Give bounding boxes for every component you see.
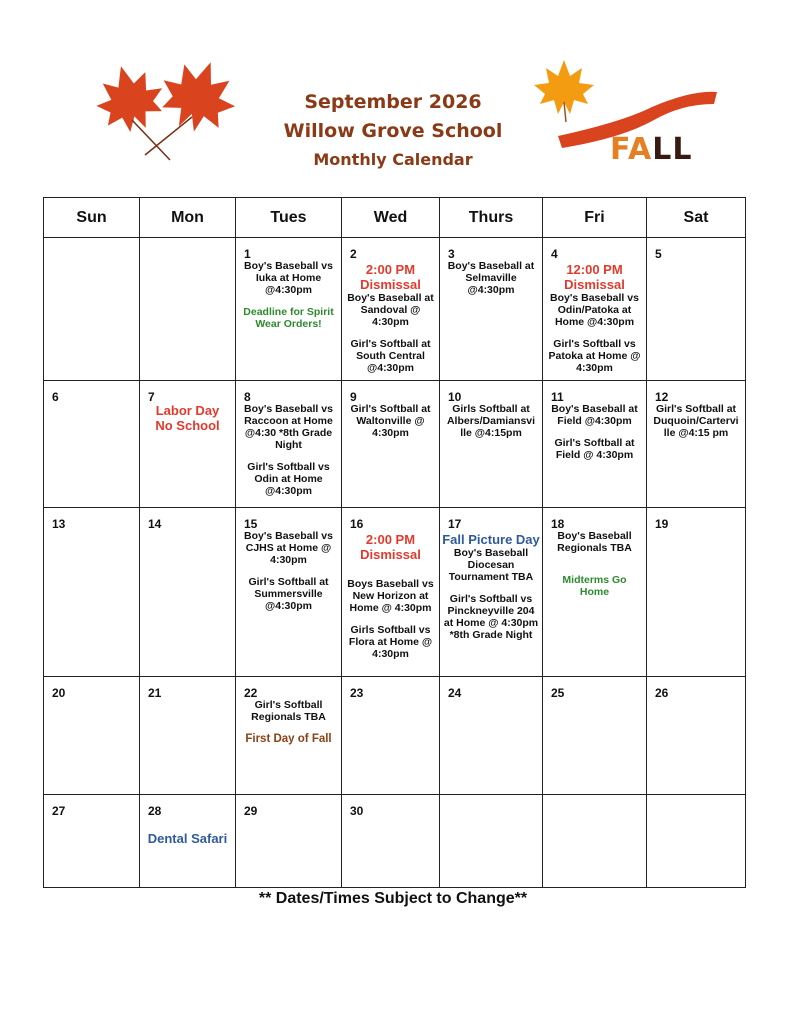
- day-number: 11: [551, 390, 564, 404]
- event-text: Boy's Baseball at Field @4:30pm: [551, 403, 638, 427]
- day-number: 22: [244, 686, 258, 700]
- day-cell: [236, 795, 342, 888]
- day-cell: [44, 381, 140, 508]
- day-cell: [140, 508, 236, 677]
- day-number: 5: [655, 247, 662, 261]
- day-number: 14: [148, 517, 162, 531]
- day-cell: [342, 795, 440, 888]
- day-cell-empty: [543, 795, 647, 888]
- event-text: Girls Softball at Albers/Damiansvi lle @4:15pm: [446, 403, 536, 439]
- day-cell: [44, 795, 140, 888]
- day-number: 10: [448, 390, 462, 404]
- day-cell: [44, 508, 140, 677]
- week-row: [44, 381, 746, 508]
- event-text: Boy's Baseball at Sandoval @ 4:30pm: [347, 292, 434, 328]
- day-number: 15: [244, 517, 258, 531]
- calendar-title-block: [240, 88, 546, 174]
- day-number: 29: [244, 804, 258, 818]
- event-text: Fall Picture Day: [442, 532, 540, 547]
- day-number: 13: [52, 517, 66, 531]
- day-cell: [647, 508, 746, 677]
- day-number: 25: [551, 686, 565, 700]
- event-text: Midterms Go Home: [562, 574, 627, 598]
- day-number: 2: [350, 247, 357, 261]
- weekday-thu: Thurs: [440, 198, 543, 238]
- day-number: 9: [350, 390, 357, 404]
- day-cell: [236, 238, 342, 381]
- disclaimer-note: ** Dates/Times Subject to Change**: [258, 890, 528, 907]
- event-text: Girl's Softball at South Central @4:30pm: [350, 338, 431, 374]
- day-number: 8: [244, 390, 251, 404]
- title-subtitle: Monthly Calendar: [313, 150, 473, 169]
- day-number: 23: [350, 686, 364, 700]
- day-cell: [440, 238, 543, 381]
- calendar-header: [0, 0, 786, 195]
- day-cell-empty: [44, 238, 140, 381]
- day-number: 3: [448, 247, 455, 261]
- day-cell: [440, 508, 543, 677]
- event-text: Boy's Baseball Diocesan Tournament TBA: [448, 547, 534, 583]
- day-cell: [543, 381, 647, 508]
- day-cell-empty: [140, 238, 236, 381]
- day-cell: [647, 677, 746, 795]
- weekday-header-row: [44, 198, 746, 238]
- event-text: Girl's Softball at Summersville @4:30pm: [248, 576, 329, 612]
- event-text: 2:00 PM Dismissal: [360, 532, 421, 562]
- day-number: 30: [350, 804, 364, 818]
- event-text: Boy's Baseball vs Raccoon at Home @4:30 *8th Grade Night: [244, 403, 333, 451]
- day-number: 16: [350, 517, 364, 531]
- event-text: Boy's Baseball at Selmaville @4:30pm: [447, 260, 535, 296]
- weekday-fri: Fri: [543, 198, 647, 238]
- day-number: 4: [551, 247, 558, 261]
- event-text: Girl's Softball at Field @ 4:30pm: [554, 437, 635, 461]
- event-text: Girl's Softball at Duquoin/Cartervi lle @4:15 pm: [653, 403, 739, 439]
- weekday-sun: Sun: [44, 198, 140, 238]
- week-row: [44, 677, 746, 795]
- day-cell-empty: [440, 795, 543, 888]
- day-cell: [440, 677, 543, 795]
- day-number: 7: [148, 390, 155, 404]
- event-text: Boy's Baseball vs Iuka at Home @4:30pm: [244, 260, 333, 296]
- hello-fall-graphic: [532, 52, 722, 170]
- event-text: Boy's Baseball Regionals TBA: [557, 530, 632, 554]
- day-cell: [140, 795, 236, 888]
- event-text: Girl's Softball vs Patoka at Home @ 4:30pm: [548, 338, 641, 374]
- week-row: [44, 508, 746, 677]
- day-cell: [140, 677, 236, 795]
- weekday-tue: Tues: [236, 198, 342, 238]
- day-number: 27: [52, 804, 66, 818]
- event-text: Boy's Baseball vs CJHS at Home @ 4:30pm: [244, 530, 333, 566]
- event-text: 12:00 PM Dismissal: [564, 262, 625, 292]
- day-number: 1: [244, 247, 251, 261]
- day-number: 12: [655, 390, 669, 404]
- day-number: 20: [52, 686, 66, 700]
- day-cell: [543, 238, 647, 381]
- week-row: [44, 795, 746, 888]
- day-number: 28: [148, 804, 162, 818]
- event-text: Boy's Baseball vs Odin/Patoka at Home @4:30pm: [550, 292, 639, 328]
- maple-leaves-icon: [90, 55, 250, 165]
- event-text: Girls Softball vs Flora at Home @ 4:30pm: [348, 624, 433, 660]
- day-number: 19: [655, 517, 669, 531]
- day-cell: [342, 381, 440, 508]
- day-cell: [647, 238, 746, 381]
- title-school: Willow Grove School: [283, 120, 503, 142]
- calendar-grid: [43, 197, 746, 888]
- fall-text-a: FA: [610, 132, 653, 167]
- event-text: Dental Safari: [147, 831, 228, 846]
- day-cell: [543, 677, 647, 795]
- event-text: Girl's Softball vs Odin at Home @4:30pm: [247, 461, 330, 497]
- event-text: Girl's Softball Regionals TBA: [251, 699, 326, 723]
- fall-text: [610, 132, 693, 167]
- day-cell: [440, 381, 543, 508]
- event-text: Boys Baseball vs New Horizon at Home @ 4:30pm: [347, 578, 434, 614]
- day-number: 26: [655, 686, 669, 700]
- day-number: 18: [551, 517, 565, 531]
- day-number: 21: [148, 686, 162, 700]
- title-month: September 2026: [304, 91, 482, 113]
- event-text: 2:00 PM Dismissal: [360, 262, 421, 292]
- week-row: [44, 238, 746, 381]
- day-number: 17: [448, 517, 462, 531]
- hello-text: Hello: [612, 79, 651, 110]
- day-cell: [342, 508, 440, 677]
- day-cell: [236, 508, 342, 677]
- day-cell-empty: [647, 795, 746, 888]
- day-cell: [236, 677, 342, 795]
- fall-text-b: LL: [652, 132, 693, 167]
- event-text: Deadline for Spirit Wear Orders!: [243, 306, 334, 330]
- day-cell: [342, 677, 440, 795]
- day-cell: [342, 238, 440, 381]
- event-text: Girl's Softball vs Pinckneyville 204 at Home @ 4:30pm *8th Grade Night: [443, 593, 539, 641]
- event-text: Labor Day No School: [155, 403, 220, 433]
- day-cell: [543, 508, 647, 677]
- day-cell: [647, 381, 746, 508]
- event-text: Girl's Softball at Waltonville @ 4:30pm: [350, 403, 431, 439]
- weekday-mon: Mon: [140, 198, 236, 238]
- day-number: 24: [448, 686, 462, 700]
- day-cell: [44, 677, 140, 795]
- day-cell: [236, 381, 342, 508]
- weekday-sat: Sat: [647, 198, 746, 238]
- day-cell: [140, 381, 236, 508]
- day-number: 6: [52, 390, 59, 404]
- event-text: First Day of Fall: [245, 733, 332, 745]
- weekday-wed: Wed: [342, 198, 440, 238]
